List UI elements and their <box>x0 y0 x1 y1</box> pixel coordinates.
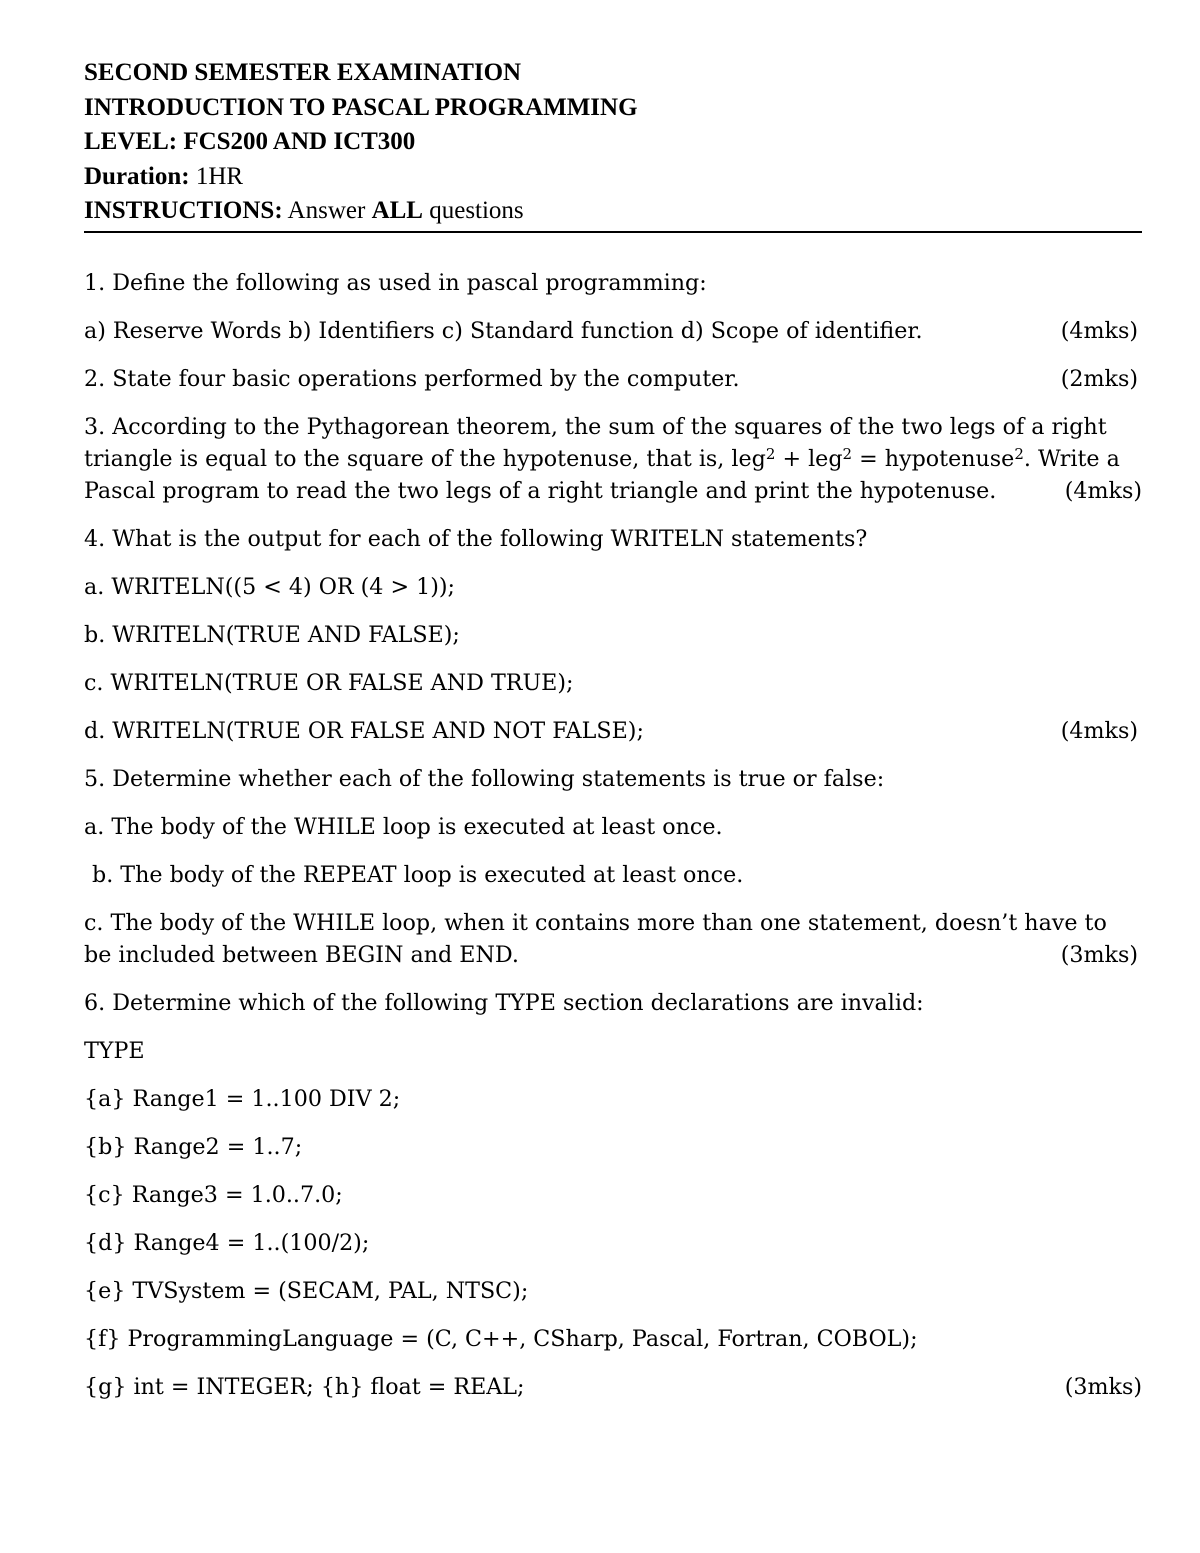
question-3-line-1: 3. According to the Pythagorean theorem, the sum of the squares of the two legs of a right <box>84 413 1107 440</box>
instructions-bold: ALL <box>371 197 423 224</box>
question-6-b: {b} Range2 = 1..7; <box>84 1133 303 1160</box>
superscript: 2 <box>765 444 776 463</box>
question-1-parts <box>84 315 1142 347</box>
question-6-stem: 6. Determine which of the following TYPE section declarations are invalid: <box>84 989 924 1016</box>
exam-title: SECOND SEMESTER EXAMINATION <box>84 59 522 86</box>
question-2-marks: (2mks) <box>1060 365 1138 392</box>
question-4-d-text: d. WRITELN(TRUE OR FALSE AND NOT FALSE); <box>84 717 644 744</box>
course-title: INTRODUCTION TO PASCAL PROGRAMMING <box>84 93 638 121</box>
exam-page <box>84 56 1142 1419</box>
question-4-stem: 4. What is the output for each of the following WRITELN statements? <box>84 525 868 552</box>
type-keyword: TYPE <box>84 1037 145 1064</box>
question-6-marks: (3mks) <box>1064 1373 1142 1400</box>
question-6-gh-text: {g} int = INTEGER; {h} float = REAL; <box>84 1373 525 1400</box>
duration-value: 1HR <box>195 162 244 190</box>
question-6-c: {c} Range3 = 1.0..7.0; <box>84 1181 343 1208</box>
question-1-parts-text: a) Reserve Words b) Identifiers c) Standard function d) Scope of identifier. <box>84 317 923 344</box>
instructions-pre: Answer <box>287 197 366 224</box>
question-5-a: a. The body of the WHILE loop is executed at least once. <box>84 813 723 840</box>
instructions-line <box>84 194 1142 229</box>
superscript: 2 <box>842 444 853 463</box>
question-6-gh <box>84 1371 1142 1403</box>
question-6-f: {f} ProgrammingLanguage = (C, C++, CSharp, Pascal, Fortran, COBOL); <box>84 1325 918 1352</box>
question-5-marks: (3mks) <box>1060 941 1138 968</box>
question-3 <box>84 411 1142 507</box>
question-3-line-3 <box>84 475 1142 507</box>
question-5-c-line-2-text: be included between BEGIN and END. <box>84 941 519 968</box>
question-5-c <box>84 907 1142 971</box>
question-4-b: b. WRITELN(TRUE AND FALSE); <box>84 621 460 648</box>
duration-label: Duration: <box>84 162 190 190</box>
question-6-a: {a} Range1 = 1..100 DIV 2; <box>84 1085 401 1112</box>
header-divider <box>84 231 1142 233</box>
question-5-c-line-1: c. The body of the WHILE loop, when it contains more than one statement, doesn’t have to <box>84 909 1107 936</box>
question-6-d: {d} Range4 = 1..(100/2); <box>84 1229 370 1256</box>
question-4-a: a. WRITELN((5 < 4) OR (4 > 1)); <box>84 573 456 600</box>
superscript: 2 <box>1014 444 1024 463</box>
question-2-text: 2. State four basic operations performed by the computer. <box>84 365 740 392</box>
duration-line <box>84 160 1142 195</box>
level-line: LEVEL: FCS200 AND ICT300 <box>84 128 416 155</box>
question-3-marks: (4mks) <box>1064 477 1142 504</box>
question-6-e: {e} TVSystem = (SECAM, PAL, NTSC); <box>84 1277 529 1304</box>
question-4-d <box>84 715 1142 747</box>
instructions-label: INSTRUCTIONS: <box>84 197 283 224</box>
question-5-b: b. The body of the REPEAT loop is executed at least once. <box>92 861 744 888</box>
question-3-line-2 <box>84 443 1142 475</box>
question-1-marks: (4mks) <box>1060 317 1138 344</box>
question-3-line-3-text: Pascal program to read the two legs of a right triangle and print the hypotenuse. <box>84 477 997 504</box>
q3-line2-d: . Write a <box>1023 445 1120 472</box>
question-2 <box>84 363 1142 395</box>
q3-line2-b: + leg <box>775 445 843 472</box>
question-4-c: c. WRITELN(TRUE OR FALSE AND TRUE); <box>84 669 574 696</box>
question-5-stem: 5. Determine whether each of the following statements is true or false: <box>84 765 885 792</box>
question-4-marks: (4mks) <box>1060 717 1138 744</box>
exam-header <box>84 56 1142 229</box>
question-5-c-line-2 <box>84 939 1142 971</box>
instructions-post: questions <box>429 197 524 224</box>
question-1-stem: 1. Define the following as used in pascal programming: <box>84 269 707 296</box>
q3-line2-c: = hypotenuse <box>852 445 1015 472</box>
q3-line2-a: triangle is equal to the square of the hypotenuse, that is, leg <box>84 445 766 472</box>
